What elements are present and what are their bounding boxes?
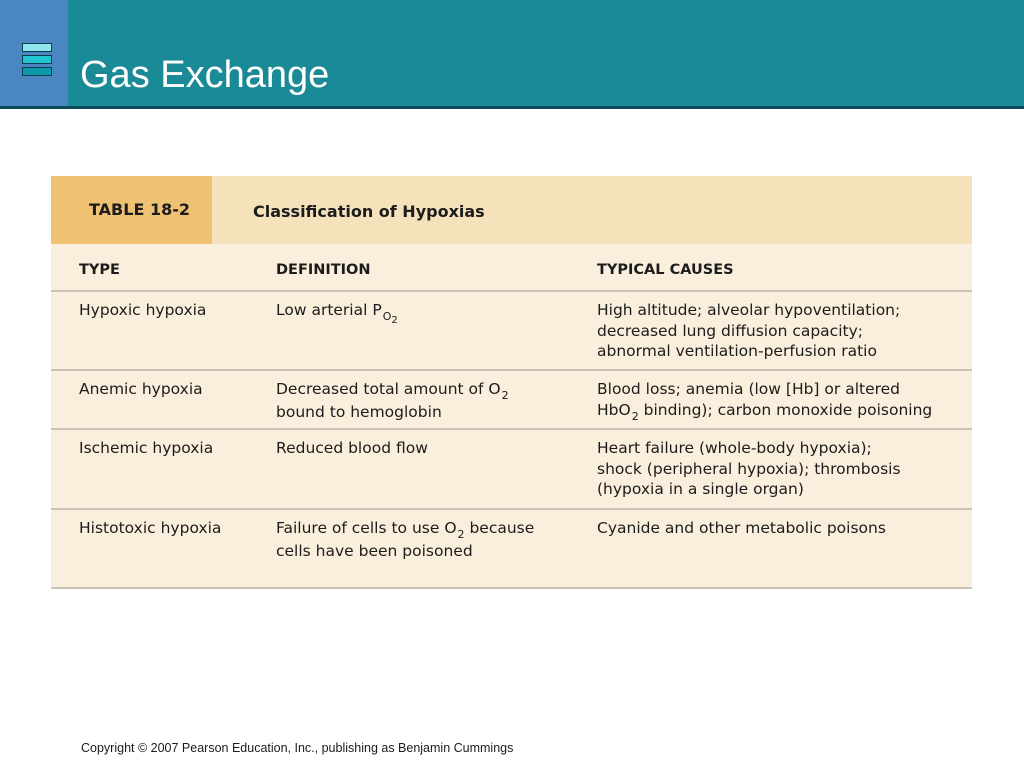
- cell-type: Anemic hypoxia: [79, 380, 203, 398]
- bar-medium: [22, 55, 52, 64]
- column-header-causes: TYPICAL CAUSES: [597, 262, 734, 278]
- cell-definition: [276, 438, 586, 459]
- causes-line: High altitude; alveolar hypoventilation;: [597, 301, 901, 319]
- causes-line: shock (peripheral hypoxia); thrombosis: [597, 459, 901, 478]
- header-accent-block: [0, 0, 68, 106]
- copyright-notice: Copyright © 2007 Pearson Education, Inc., publishing as Benjamin Cummings: [81, 741, 514, 755]
- row-divider-line: [51, 428, 972, 430]
- cell-type: Hypoxic hypoxia: [79, 301, 207, 319]
- definition-text: Decreased total amount of O: [276, 380, 501, 398]
- stacked-bars-icon: [22, 43, 52, 79]
- row-divider-line: [51, 369, 972, 371]
- header-divider-line: [51, 290, 972, 292]
- definition-line: bound to hemoglobin: [276, 402, 442, 421]
- subscript-text-2: 2: [391, 315, 398, 326]
- definition-line: Reduced blood flow: [276, 439, 428, 457]
- causes-line: Blood loss; anemia (low [Hb] or altered: [597, 380, 901, 398]
- subscript: 2: [631, 409, 639, 423]
- cell-causes: [597, 300, 967, 362]
- subscript: 2: [457, 528, 465, 541]
- hypoxia-table: [51, 176, 972, 589]
- table-title: Classification of Hypoxias: [253, 202, 485, 221]
- subscript: 2: [501, 389, 509, 402]
- bar-light: [22, 43, 52, 52]
- definition-line: [276, 518, 586, 541]
- slide-header: [0, 0, 1024, 106]
- causes-text: binding); carbon monoxide poisoning: [638, 400, 933, 419]
- cell-definition: [276, 300, 586, 324]
- subscript-text: O: [382, 310, 392, 323]
- causes-line: Cyanide and other metabolic poisons: [597, 519, 886, 537]
- subscript: [382, 310, 398, 326]
- header-divider: [0, 106, 1024, 109]
- causes-line: decreased lung diffusion capacity;: [597, 321, 863, 340]
- cell-type: Histotoxic hypoxia: [79, 519, 222, 537]
- slide-title: Gas Exchange: [80, 54, 330, 96]
- causes-text: HbO: [597, 400, 631, 419]
- cell-definition: [276, 379, 586, 422]
- table-number: TABLE 18-2: [51, 176, 212, 244]
- table-bottom-line: [51, 587, 972, 589]
- cell-definition: [276, 518, 586, 561]
- causes-line: [597, 400, 967, 423]
- causes-line: Heart failure (whole-body hypoxia);: [597, 439, 872, 457]
- column-header-definition: DEFINITION: [276, 262, 371, 278]
- row-divider-line: [51, 508, 972, 510]
- table-banner: [51, 176, 972, 244]
- definition-line: cells have been poisoned: [276, 541, 473, 560]
- bar-dark: [22, 67, 52, 76]
- cell-causes: [597, 438, 967, 500]
- cell-causes: [597, 379, 967, 422]
- definition-text: Failure of cells to use O: [276, 519, 457, 537]
- causes-line: (hypoxia in a single organ): [597, 480, 804, 498]
- causes-line: abnormal ventilation-perfusion ratio: [597, 342, 877, 360]
- column-header-type: TYPE: [79, 262, 120, 278]
- cell-causes: [597, 518, 967, 539]
- definition-line: [276, 300, 586, 324]
- definition-text: because: [464, 519, 535, 537]
- definition-text: Low arterial P: [276, 301, 382, 319]
- definition-line: [276, 379, 586, 402]
- cell-type: Ischemic hypoxia: [79, 439, 214, 457]
